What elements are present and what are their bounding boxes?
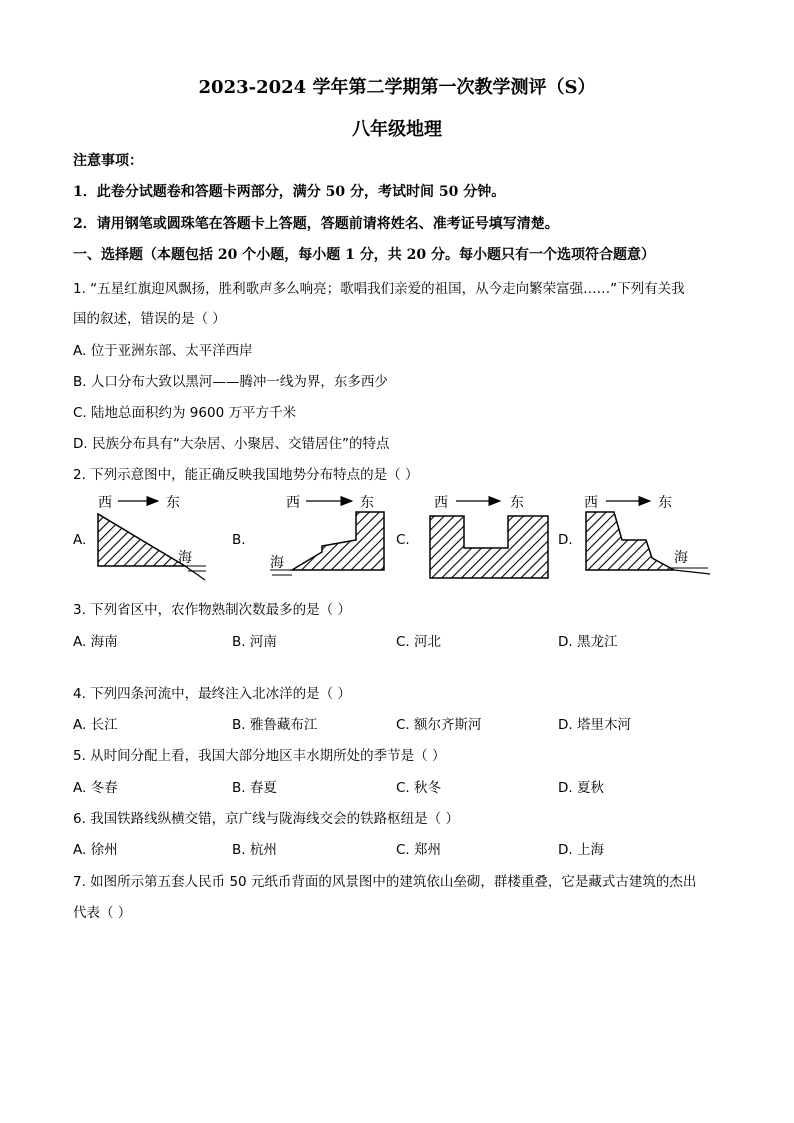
east-label: 东 (510, 495, 524, 511)
q4-option-b[interactable]: B. 雅鲁藏布江 (232, 717, 318, 733)
q4-option-a[interactable]: A. 长江 (73, 717, 118, 733)
east-label: 东 (658, 495, 672, 511)
q1-option-a[interactable]: A. 位于亚洲东部、太平洋西岸 (73, 343, 253, 359)
q2-diagram-a[interactable] (90, 490, 220, 586)
west-label: 西 (584, 495, 598, 511)
q2-diagram-b[interactable] (262, 490, 392, 586)
q3-stem: 3. 下列省区中，农作物熟制次数最多的是（ ） (73, 602, 351, 618)
q4-option-c[interactable]: C. 额尔齐斯河 (396, 717, 482, 733)
q5-option-c[interactable]: C. 秋冬 (396, 780, 442, 796)
q2-option-c-letter[interactable]: C. (396, 532, 410, 548)
q7-stem-line2: 代表（ ） (73, 905, 132, 921)
section-heading: 一、选择题（本题包括 20 个小题，每小题 1 分，共 20 分。每小题只有一个选项符合题意） (73, 247, 655, 263)
q6-option-b[interactable]: B. 杭州 (232, 842, 277, 858)
q3-option-a[interactable]: A. 海南 (73, 634, 118, 650)
q2-stem: 2. 下列示意图中，能正确反映我国地势分布特点的是（ ） (73, 467, 419, 483)
east-label: 东 (360, 495, 374, 511)
note-item-2: 2．请用钢笔或圆珠笔在答题卡上答题，答题前请将姓名、准考证号填写清楚。 (73, 216, 559, 232)
q7-stem-line1: 7. 如图所示第五套人民币 50 元纸币背面的风景图中的建筑依山垒砌，群楼重叠，它是藏式古建筑的杰出 (73, 874, 697, 890)
q4-stem: 4. 下列四条河流中，最终注入北冰洋的是（ ） (73, 686, 351, 702)
sea-label: 海 (270, 555, 284, 571)
west-label: 西 (434, 495, 448, 511)
q1-option-d[interactable]: D. 民族分布具有“大杂居、小聚居、交错居住”的特点 (73, 436, 390, 452)
q5-option-b[interactable]: B. 春夏 (232, 780, 277, 796)
west-label: 西 (98, 495, 112, 511)
q1-stem-line2: 国的叙述，错误的是（ ） (73, 311, 226, 327)
q4-option-d[interactable]: D. 塔里木河 (558, 717, 631, 733)
q3-option-c[interactable]: C. 河北 (396, 634, 442, 650)
west-label: 西 (286, 495, 300, 511)
q1-option-b[interactable]: B. 人口分布大致以黑河——腾冲一线为界，东多西少 (73, 374, 388, 390)
sea-label: 海 (674, 550, 688, 566)
q2-option-a-letter[interactable]: A. (73, 532, 87, 548)
q6-stem: 6. 我国铁路线纵横交错，京广线与陇海线交会的铁路枢纽是（ ） (73, 811, 459, 827)
notes-heading: 注意事项： (73, 153, 143, 169)
exam-title: 2023-2024 学年第二学期第一次教学测评（S） (198, 77, 596, 98)
q2-diagram-d[interactable] (578, 490, 713, 586)
q6-option-c[interactable]: C. 郑州 (396, 842, 442, 858)
q3-option-b[interactable]: B. 河南 (232, 634, 277, 650)
note-item-1: 1．此卷分试题卷和答题卡两部分，满分 50 分，考试时间 50 分钟。 (73, 184, 506, 200)
q5-stem: 5. 从时间分配上看，我国大部分地区丰水期所处的季节是（ ） (73, 748, 446, 764)
q2-option-d-letter[interactable]: D. (558, 532, 573, 548)
q5-option-a[interactable]: A. 冬春 (73, 780, 118, 796)
q1-option-c[interactable]: C. 陆地总面积约为 9600 万平方千米 (73, 405, 296, 421)
q2-diagram-c[interactable] (420, 490, 555, 586)
q3-option-d[interactable]: D. 黑龙江 (558, 634, 618, 650)
east-label: 东 (166, 495, 180, 511)
q6-option-a[interactable]: A. 徐州 (73, 842, 118, 858)
q1-stem-line1: 1. “五星红旗迎风飘扬，胜利歌声多么响亮；歌唱我们亲爱的祖国，从今走向繁荣富强……”下列有关我 (73, 281, 685, 297)
exam-subtitle: 八年级地理 (352, 119, 442, 140)
sea-label: 海 (178, 550, 192, 566)
q5-option-d[interactable]: D. 夏秋 (558, 780, 604, 796)
q2-option-b-letter[interactable]: B. (232, 532, 246, 548)
q6-option-d[interactable]: D. 上海 (558, 842, 604, 858)
